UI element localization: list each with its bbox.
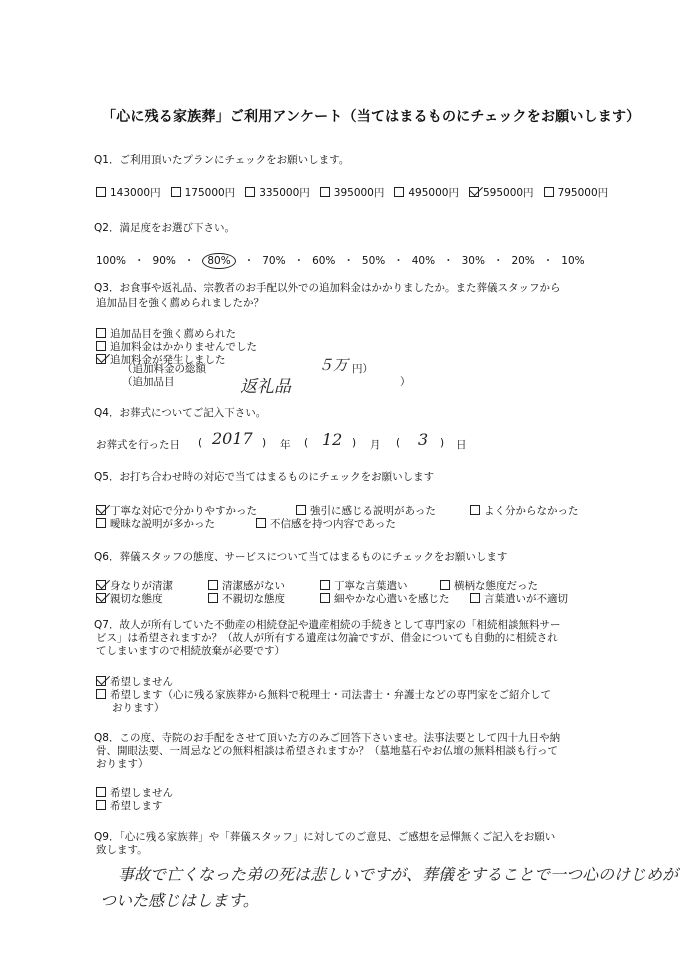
q1-checkbox-3[interactable] (320, 187, 330, 197)
q2-option-3[interactable]: 70% (262, 255, 286, 267)
q6-opt-0: 身なりが清潔 (96, 578, 173, 593)
q7-opt-1: 希望しません (96, 674, 173, 689)
q1-option-3 (320, 187, 385, 199)
q8-line-3: おります） (96, 758, 149, 770)
q5-checkbox-4[interactable] (256, 518, 266, 528)
q3-option-label: 追加料金が発生しました (110, 354, 226, 366)
q3-checkbox-0[interactable] (96, 328, 106, 338)
q5-opt-0: 丁寧な対応で分かりやすかった (96, 503, 257, 518)
q6-opt-5: 不親切な態度 (208, 591, 285, 606)
q4-month-unit: 月 (370, 439, 381, 451)
q6-opt-6: 細やかな心遣いを感じた (320, 591, 450, 606)
q8-checkbox-2[interactable] (96, 800, 106, 810)
q1-option-label: 143000円 (110, 187, 161, 199)
q5-opt-3: 曖昧な説明が多かった (96, 516, 215, 531)
q4-paren-open-3: ( (396, 437, 401, 449)
q1-option-4 (394, 187, 459, 199)
q4-day: 3 (418, 430, 429, 449)
q3-option-1 (96, 341, 257, 354)
q1-option-0 (96, 187, 161, 199)
q8-opt-2: 希望します (96, 798, 163, 813)
q6-checkbox-3[interactable] (440, 580, 450, 590)
q4-date-label: お葬式を行った日 (96, 439, 180, 451)
q5-opt-2: よく分からなかった (470, 503, 579, 518)
q2-separator: ・ (492, 255, 504, 267)
q2-separator: ・ (243, 255, 255, 267)
q6-checkbox-7[interactable] (470, 593, 480, 603)
q6-checkbox-4[interactable] (96, 593, 106, 603)
q7-line-2: ビス」は希望されますか？（故人が所有する遺産は勿論ですが、借金についても自動的に相続され (96, 632, 558, 644)
q5-checkbox-0[interactable] (96, 505, 106, 515)
q2-separator: ・ (134, 255, 145, 267)
q9-line-1: Q9．「心に残る家族葬」や「葬儀スタッフ」に対してのご意見、ご感想を忌憚無くご記入をお願い (94, 831, 556, 843)
q5-label: Q5．お打ち合わせ時の対応で当てはまるものにチェックをお願いします (94, 471, 435, 483)
q6-opt-2: 丁寧な言葉遣い (320, 578, 408, 593)
q3-option-label: 追加料金はかかりませんでした (110, 341, 257, 353)
q7-line-3: てしまいますので相続放棄が必要です） (96, 645, 285, 657)
q3-item-close: ） (400, 376, 411, 388)
q6-opt-7: 言葉遣いが不適切 (470, 591, 568, 606)
q4-day-unit: 日 (456, 439, 467, 451)
q7-checkbox-1[interactable] (96, 676, 106, 686)
q4-paren-close-3: ) (440, 437, 445, 449)
page-title: 「心に残る家族葬」ご利用アンケート（当てはまるものにチェックをお願いします） (102, 109, 641, 125)
q1-checkbox-4[interactable] (394, 187, 404, 197)
q3-option-0 (96, 328, 257, 341)
q8-line-2: 骨、開眼法要、一周忌などの無料相談は希望されますか？（墓地墓石やお仏壇の無料相談も行って (96, 745, 558, 757)
q6-opt-4: 親切な態度 (96, 591, 163, 606)
q1-option-label: 795000円 (557, 187, 609, 199)
q1-option-label: 495000円 (408, 187, 459, 199)
q6-checkbox-2[interactable] (320, 580, 330, 590)
q4-year-unit: 年 (280, 439, 291, 451)
q1-checkbox-6[interactable] (544, 187, 554, 197)
q8-opt-1: 希望しません (96, 785, 173, 800)
q2-separator: ・ (343, 255, 354, 267)
q2-option-7[interactable]: 30% (461, 255, 485, 267)
q3-item-value: 返礼品 (240, 377, 291, 397)
q4-paren-open-2: ( (304, 437, 309, 449)
q1-checkbox-0[interactable] (96, 187, 106, 197)
q6-label: Q6．葬儀スタッフの態度、サービスについて当てはまるものにチェックをお願いします (94, 551, 508, 563)
q4-month: 12 (322, 430, 343, 449)
q2-options (96, 253, 585, 269)
q5-checkbox-2[interactable] (470, 505, 480, 515)
q6-checkbox-5[interactable] (208, 593, 218, 603)
q1-option-6 (544, 187, 609, 199)
q5-checkbox-1[interactable] (296, 505, 306, 515)
q1-label: Q1．ご利用頂いたプランにチェックをお願いします。 (94, 154, 350, 166)
q1-checkbox-2[interactable] (245, 187, 255, 197)
q4-label: Q4．お葬式についてご記入下さい。 (94, 407, 267, 419)
q5-checkbox-3[interactable] (96, 518, 106, 528)
q2-option-4[interactable]: 60% (312, 255, 336, 267)
q2-separator: ・ (443, 255, 454, 267)
q1-option-2 (245, 187, 310, 199)
q5-opt-1: 強引に感じる説明があった (296, 503, 436, 518)
q1-checkbox-1[interactable] (171, 187, 181, 197)
q2-option-0[interactable]: 100% (96, 255, 127, 267)
q1-option-5 (469, 187, 534, 199)
q4-paren-close-2: ) (352, 437, 357, 449)
q4-paren-close-1: ) (262, 437, 267, 449)
q2-option-2[interactable]: 80% (202, 253, 235, 269)
q3-label-2: 追加品目を強く薦められましたか？ (96, 297, 264, 309)
q2-option-9[interactable]: 10% (561, 255, 585, 267)
q1-option-label: 595000円 (482, 187, 534, 199)
q9-answer-1: 事故で亡くなった弟の死は悲しいですが、葬儀をすることで一つ心のけじめが (118, 865, 679, 884)
q9-answer-2: ついた感じはします。 (100, 891, 259, 910)
q3-label-1: Q3．お食事や返礼品、宗教者のお手配以外での追加料金はかかりましたか。また葬儀スタッフから (94, 282, 561, 294)
q6-checkbox-1[interactable] (208, 580, 218, 590)
q7-line-1: Q7．故人が所有していた不動産の相続登記や遺産相続の手続きとして専門家の「相続相談無料サー (94, 619, 561, 631)
q1-checkbox-5[interactable] (469, 187, 479, 197)
q3-item-label: （追加品目 (122, 376, 175, 388)
q7-opt-2: 希望します（心に残る家族葬から無料で税理士・司法書士・弁護士などの専門家をご紹介して (96, 687, 551, 702)
q2-option-6[interactable]: 40% (411, 255, 436, 267)
q1-option-label: 175000円 (184, 187, 236, 199)
q6-opt-3: 横柄な態度だった (440, 578, 538, 593)
q7-opt-2-cont: おります） (112, 702, 165, 714)
q3-total-label: （追加料金の総額 (122, 363, 206, 375)
q1-option-label: 395000円 (333, 187, 385, 199)
q4-year: 2017 (212, 429, 253, 448)
q3-option-label: 追加品目を強く薦められた (110, 328, 236, 340)
q2-separator: ・ (293, 255, 305, 267)
q8-line-1: Q8．この度、寺院のお手配をさせて頂いた方のみご回答下さいませ。法事法要として四十九日や納 (94, 732, 561, 744)
q8-checkbox-1[interactable] (96, 787, 106, 797)
q2-option-1[interactable]: 90% (152, 255, 176, 267)
q2-label: Q2．満足度をお選び下さい。 (94, 222, 235, 234)
q5-opt-4: 不信感を持つ内容であった (256, 516, 396, 531)
q9-line-2: 致します。 (96, 844, 148, 856)
q1-options (96, 185, 618, 200)
q3-checkbox-2[interactable] (96, 354, 106, 364)
q2-separator: ・ (183, 255, 195, 267)
q2-option-5[interactable]: 50% (361, 255, 386, 267)
q7-checkbox-2[interactable] (96, 689, 106, 699)
q1-option-1 (171, 187, 236, 199)
q2-separator: ・ (542, 255, 554, 267)
q4-paren-open-1: ( (198, 437, 203, 449)
q1-option-label: 335000円 (259, 187, 310, 199)
q6-checkbox-6[interactable] (320, 593, 330, 603)
q3-total-unit: 円） (352, 363, 373, 375)
q6-opt-1: 清潔感がない (208, 578, 285, 593)
q2-option-8[interactable]: 20% (511, 255, 535, 267)
q2-separator: ・ (393, 255, 404, 267)
q3-total-value: ５万 (318, 356, 349, 374)
